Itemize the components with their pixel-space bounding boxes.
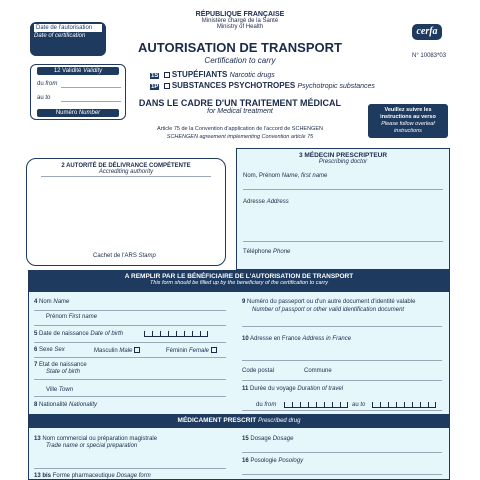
cerfa-logo: cerfa xyxy=(412,24,442,40)
postal-code-label: Code postal xyxy=(242,368,275,374)
male-label-en: Male xyxy=(119,348,133,354)
field-16-number: 16 xyxy=(242,458,249,464)
nom-label-en: Name xyxy=(53,299,70,305)
doctor-address-label-en: Address xyxy=(266,199,289,205)
auth-date-box xyxy=(30,22,106,56)
auth-date-subtitle: Date of certification xyxy=(34,33,86,39)
validity-au-en: to xyxy=(45,95,51,101)
sexe-label-en: Sex xyxy=(54,347,65,353)
numero-label: Numéro xyxy=(55,110,78,116)
drug-header xyxy=(28,414,450,428)
validity-du-en: from xyxy=(45,81,58,87)
page-subtitle: Certification to carry xyxy=(204,56,276,65)
ministry-en: Ministry of Health xyxy=(216,24,264,30)
substance-stupefiants: STUPÉFIANTS xyxy=(171,70,228,79)
republic-label: RÉPUBLIQUE FRANÇAISE xyxy=(195,11,285,18)
checkbox-male[interactable] xyxy=(134,347,140,353)
checkbox-stupefiants[interactable] xyxy=(164,72,170,78)
travel-label-en: Duration of travel xyxy=(297,386,344,392)
ministry-fr: Ministère chargé de la Santé xyxy=(201,18,279,24)
nom-field[interactable] xyxy=(34,310,226,311)
form-number: N° 10083*03 xyxy=(412,53,447,59)
prenom-label-en: First name xyxy=(68,314,98,320)
field-13-number: 13 xyxy=(34,436,41,442)
doctor-phone-label: Téléphone xyxy=(243,249,272,255)
doctor-name-label-en: Name, first name xyxy=(281,173,328,179)
checkbox-female[interactable] xyxy=(211,347,217,353)
travel-label: Durée du voyage xyxy=(250,386,296,392)
stamp-label-en: Stamp xyxy=(138,253,156,259)
prenom-label: Prénom xyxy=(46,314,68,320)
validity-au: au xyxy=(37,95,44,101)
substance-stupefiants-en: Narcotic drugs xyxy=(229,72,275,79)
female-label: Féminin xyxy=(166,348,188,354)
field-13bis-number: 13 bis xyxy=(34,473,52,479)
validity-label: 12 Validité xyxy=(53,68,82,74)
substance-psychotropes: SUBSTANCES PSYCHOTROPES xyxy=(171,81,296,90)
beneficiary-header xyxy=(28,270,450,292)
address-fr-label: Adresse en France xyxy=(250,336,301,342)
etat-label-en: State of birth xyxy=(46,369,81,375)
posology-field[interactable] xyxy=(242,474,442,475)
ville-field[interactable] xyxy=(34,396,226,397)
female-label-en: Female xyxy=(189,348,210,354)
beneficiary-title: A REMPLIR PAR LE BÉNÉFICIAIRE DE L'AUTORISATION DE TRANSPORT xyxy=(124,273,354,280)
validity-from-field[interactable] xyxy=(61,87,121,88)
ville-label: Ville xyxy=(46,387,58,393)
nom-label: Nom xyxy=(39,299,52,305)
dosage-field[interactable] xyxy=(242,452,442,453)
dob-field[interactable] xyxy=(144,331,208,337)
dosage-label: Dosage xyxy=(250,436,272,442)
field-5-number: 5 xyxy=(34,331,38,337)
drug-name-label-en: Trade name or special preparation xyxy=(46,443,138,449)
instructions-line2: instructions au verso xyxy=(380,114,436,120)
field-9-number: 9 xyxy=(242,299,246,305)
article-en: SCHENGEN agreement implementing Convention article 75 xyxy=(166,134,314,140)
authority-subtitle: Accrediting authority xyxy=(98,169,154,175)
doctor-address-field[interactable] xyxy=(243,241,443,242)
beneficiary-subtitle: This form should be filled up by the beneficiary of the certification to carry xyxy=(150,280,328,286)
field-8-number: 8 xyxy=(34,402,38,408)
dosage-label-en: Dosage xyxy=(272,436,294,442)
field-6-number: 6 xyxy=(34,347,38,353)
ville-label-en: Town xyxy=(58,387,74,393)
travel-au-label: au xyxy=(352,402,359,408)
sexe-label: Sexe xyxy=(39,347,53,353)
field-10-number: 10 xyxy=(242,336,249,342)
prenom-field[interactable] xyxy=(34,325,226,326)
validity-box xyxy=(30,64,126,120)
validity-du: du xyxy=(37,81,44,87)
substance-psychotropes-en: Psychotropic substances xyxy=(297,83,375,90)
numero-label-en: Number xyxy=(78,110,101,116)
auth-date-title: Date de l'autorisation xyxy=(34,24,102,32)
address-fr-field[interactable] xyxy=(242,360,442,361)
checkbox-psychotropes[interactable] xyxy=(164,83,170,89)
commune-label: Commune xyxy=(304,368,332,374)
nat-label: Nationalité xyxy=(39,402,68,408)
drug-title: MÉDICAMENT PRESCRIT xyxy=(177,417,257,424)
article-fr: Article 75 de la Convention d'application de l'accord de SCHENGEN xyxy=(157,126,323,132)
drug-name-label: Nom commercial ou préparation magistrale xyxy=(42,436,158,442)
postal-commune-field[interactable] xyxy=(242,380,442,381)
passport-label-en: Number of passport or other valid identification document xyxy=(252,307,405,313)
authority-title: 2 AUTORITÉ DE DÉLIVRANCE COMPÉTENTE xyxy=(61,163,191,169)
doctor-title: 3 MÉDECIN PRESCRIPTEUR xyxy=(298,152,388,159)
dob-label-en: Date of birth xyxy=(90,331,124,337)
doctor-phone-label-en: Phone xyxy=(273,249,291,255)
doctor-name-field[interactable] xyxy=(243,189,443,190)
passport-field[interactable] xyxy=(242,326,442,327)
stamp-label: Cachet de l'ARS xyxy=(93,253,137,259)
travel-to-field[interactable] xyxy=(372,402,436,408)
posology-label: Posologie xyxy=(250,458,277,464)
travel-from-label: from xyxy=(264,402,277,408)
instructions-box xyxy=(368,104,448,138)
travel-to-label: to xyxy=(360,402,366,408)
drug-name-field[interactable] xyxy=(34,468,226,469)
field-11-number: 11 xyxy=(242,386,249,392)
instructions-line1: Veuillez suivre les xyxy=(384,107,432,113)
doctor-address-label: Adresse xyxy=(243,199,266,205)
doctor-subtitle: Prescribing doctor xyxy=(318,159,368,165)
validity-label-en: Validity xyxy=(83,68,103,74)
doctor-name-label: Nom, Prénom xyxy=(243,173,281,179)
validity-to-field[interactable] xyxy=(61,101,121,102)
travel-from-field[interactable] xyxy=(284,402,348,408)
treatment-subtitle: for Medical treatment xyxy=(207,108,273,115)
field-7-number: 7 xyxy=(34,362,38,368)
field-4-number: 4 xyxy=(34,299,38,305)
dob-label: Date de naissance xyxy=(39,331,89,337)
code-1s: 1S xyxy=(151,73,159,79)
doctor-panel xyxy=(236,148,450,270)
dosage-form-label: Forme pharmaceutique xyxy=(52,473,115,479)
drug-subtitle: Prescribed drug xyxy=(258,418,301,424)
nat-label-en: Nationality xyxy=(69,402,98,408)
treatment-title: DANS LE CADRE D'UN TRAITEMENT MÉDICAL xyxy=(138,98,342,108)
etat-label: Etat de naissance xyxy=(39,362,87,368)
field-15-number: 15 xyxy=(242,436,249,442)
posology-label-en: Posology xyxy=(278,458,304,464)
authority-box xyxy=(26,158,226,266)
male-label: Masculin xyxy=(94,348,118,354)
passport-label: Numéro du passeport ou d'un autre document d'identité valable xyxy=(247,299,416,305)
travel-du-label: du xyxy=(256,402,263,408)
instructions-line4: instructions xyxy=(394,128,422,134)
code-1p: 1P xyxy=(151,84,159,90)
address-fr-label-en: Address in France xyxy=(302,336,352,342)
page-title: AUTORISATION DE TRANSPORT xyxy=(138,40,342,55)
instructions-line3: Please follow overleaf xyxy=(381,121,435,127)
etat-field[interactable] xyxy=(34,379,226,380)
dosage-form-label-en: Dosage form xyxy=(116,473,151,479)
